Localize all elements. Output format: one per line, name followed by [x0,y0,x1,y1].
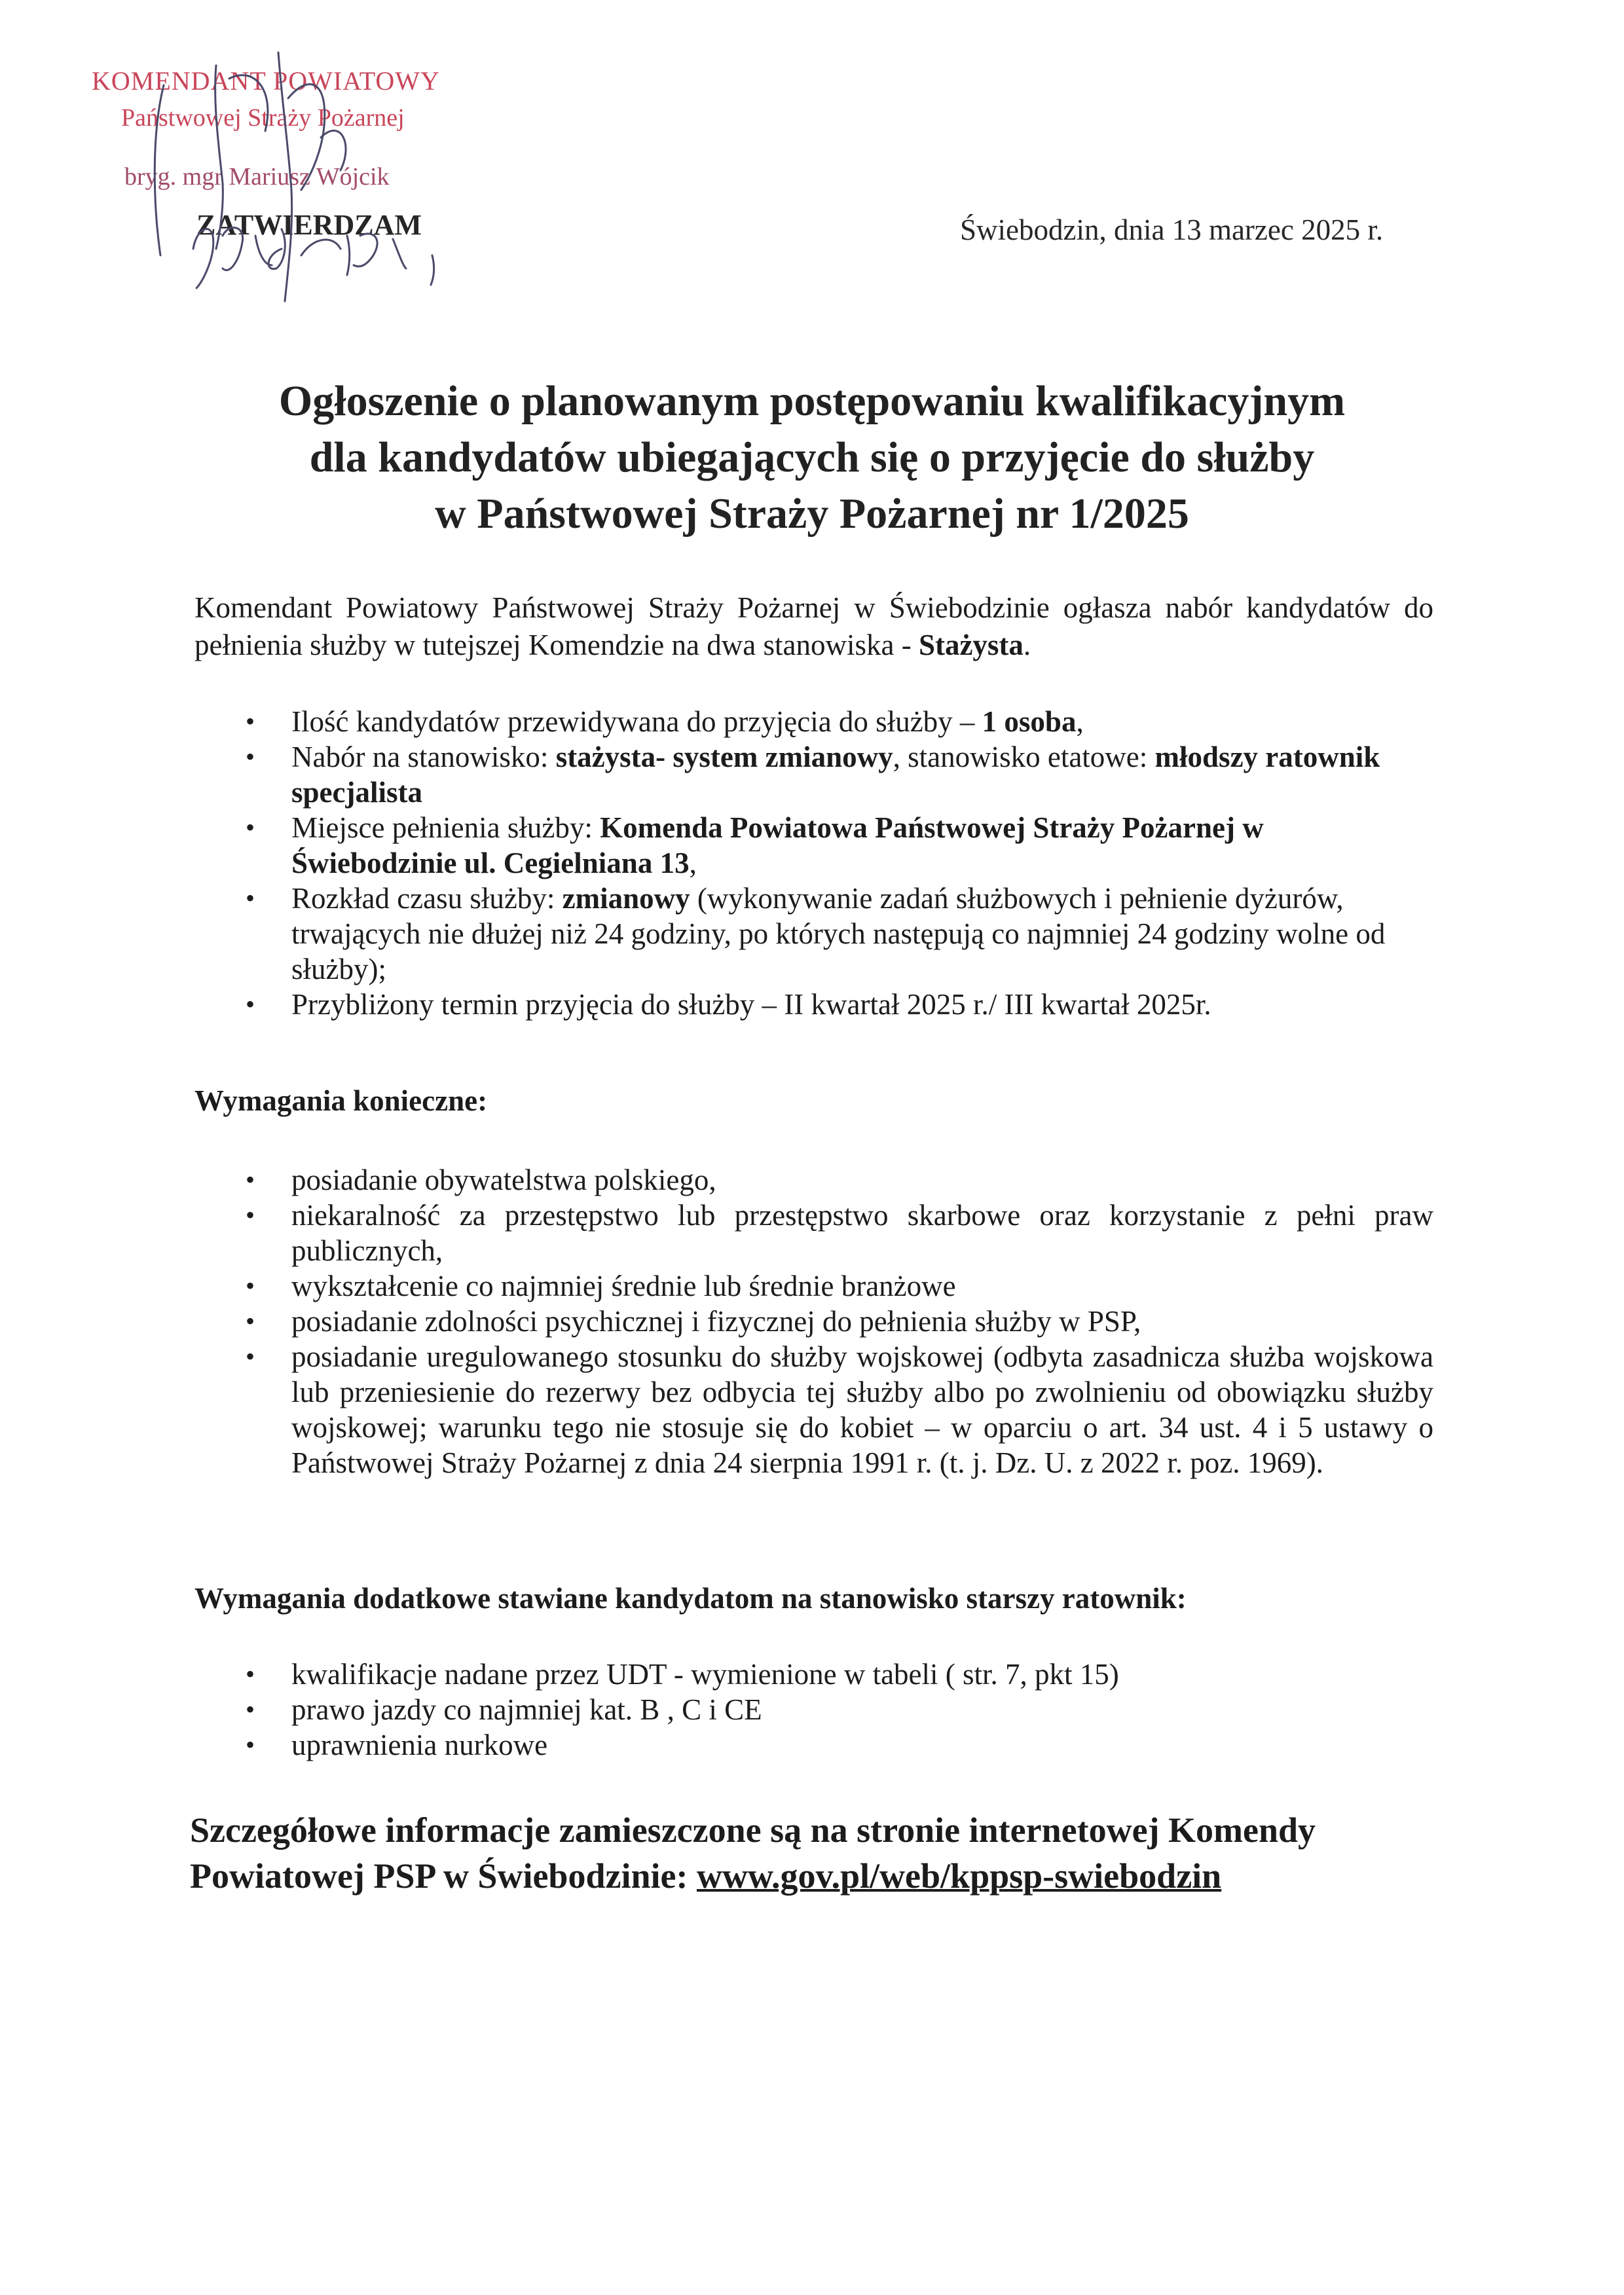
title-line: dla kandydatów ubiegających się o przyjęcie do służby [309,433,1315,481]
announcement-title [157,373,1467,542]
bullet-icon: • [246,883,255,913]
bullet-icon: • [246,989,255,1019]
additional-heading: Wymagania dodatkowe stawiane kandydatom na stanowisko starszy ratownik: [194,1582,1187,1615]
list-item: • Nabór na stanowisko: stażysta- system zmianowy, stanowisko etatowe: młodszy ratownik specjalista [246,741,1380,809]
bullet-icon: • [246,1730,255,1759]
additional-list [246,1657,1433,1763]
stamp-name: bryg. mgr Mariusz Wójcik [124,163,390,191]
list-item: • wykształcenie co najmniej średnie lub średnie branżowe [246,1270,956,1302]
list-item: • posiadanie obywatelstwa polskiego, [246,1164,716,1196]
list-item: • Rozkład czasu służby: zmianowy (wykonywanie zadań służbowych i pełnienie dyżurów, trwających nie dłużej niż 24 godziny, po których następują co najmniej 24 godziny wolne od służby); [246,882,1386,985]
details-list [246,704,1433,1022]
website-link[interactable]: www.gov.pl/web/kppsp-swiebodzin [696,1856,1222,1896]
bullet-icon: • [246,1271,255,1300]
intro-position: Stażysta [918,629,1024,661]
intro-paragraph [194,589,1433,664]
approval-label: ZATWIERDZAM [196,209,422,241]
title-line: Ogłoszenie o planowanym postępowaniu kwalifikacyjnym [278,377,1346,425]
required-list [246,1162,1433,1480]
title-line: w Państwowej Straży Pożarnej nr 1/2025 [435,490,1189,538]
bullet-icon: • [246,1165,255,1194]
footer-info [190,1807,1467,1899]
bullet-icon: • [246,813,255,842]
list-item: • kwalifikacje nadane przez UDT - wymienione w tabeli ( str. 7, pkt 15) [246,1658,1119,1691]
intro-text: Komendant Powiatowy Państwowej Straży Pożarnej w Świebodzinie ogłasza nabór kandydatów do pełnienia służby w tutejszej Komendzie na dwa stanowiska - [194,591,1433,661]
intro-end: . [1023,629,1031,661]
footer-text: Szczegółowe informacje zamieszczone są na stronie internetowej Komendy Powiatowej PSP w Świebodzinie: [190,1810,1316,1896]
list-item: • prawo jazdy co najmniej kat. B , C i CE [246,1693,762,1726]
list-item: • posiadanie uregulowanego stosunku do służby wojskowej (odbyta zasadnicza służba wojskowa lub przeniesienie do rezerwy bez odbycia tej służby albo po zwolnieniu od obowiązku służby wojskowej; warunku tego nie stosuje się do kobiet – w oparciu o art. 34 ust. 4 i 5 ustawy o Państwowej Straży Pożarnej z dnia 24 sierpnia 1991 r. (t. j. Dz. U. z 2022 r. poz. 1969). [246,1340,1433,1479]
list-item: • Ilość kandydatów przewidywana do przyjęcia do służby – 1 osoba, [246,705,1084,738]
bullet-icon: • [246,1695,255,1724]
required-heading: Wymagania konieczne: [194,1084,488,1117]
bullet-icon: • [246,1659,255,1689]
list-item: • Przybliżony termin przyjęcia do służby – II kwartał 2025 r./ III kwartał 2025r. [246,988,1211,1021]
list-item: • posiadanie zdolności psychicznej i fizycznej do pełnienia służby w PSP, [246,1305,1141,1338]
bullet-icon: • [246,1306,255,1336]
bullet-icon: • [246,742,255,771]
stamp-title: KOMENDANT POWIATOWY [92,66,440,96]
bullet-icon: • [246,1200,255,1230]
bullet-icon: • [246,1342,255,1371]
handwritten-signature [124,39,465,314]
stamp-institution: Państwowej Straży Pożarnej [121,104,405,132]
list-item: • niekaralność za przestępstwo lub przestępstwo skarbowe oraz korzystanie z pełni praw publicznych, [246,1199,1433,1267]
date-and-place: Świebodzin, dnia 13 marzec 2025 r. [960,213,1384,246]
list-item: • Miejsce pełnienia służby: Komenda Powiatowa Państwowej Straży Pożarnej w Świebodzinie ul. Cegielniana 13, [246,811,1264,879]
bullet-icon: • [246,707,255,736]
list-item: • uprawnienia nurkowe [246,1729,548,1761]
